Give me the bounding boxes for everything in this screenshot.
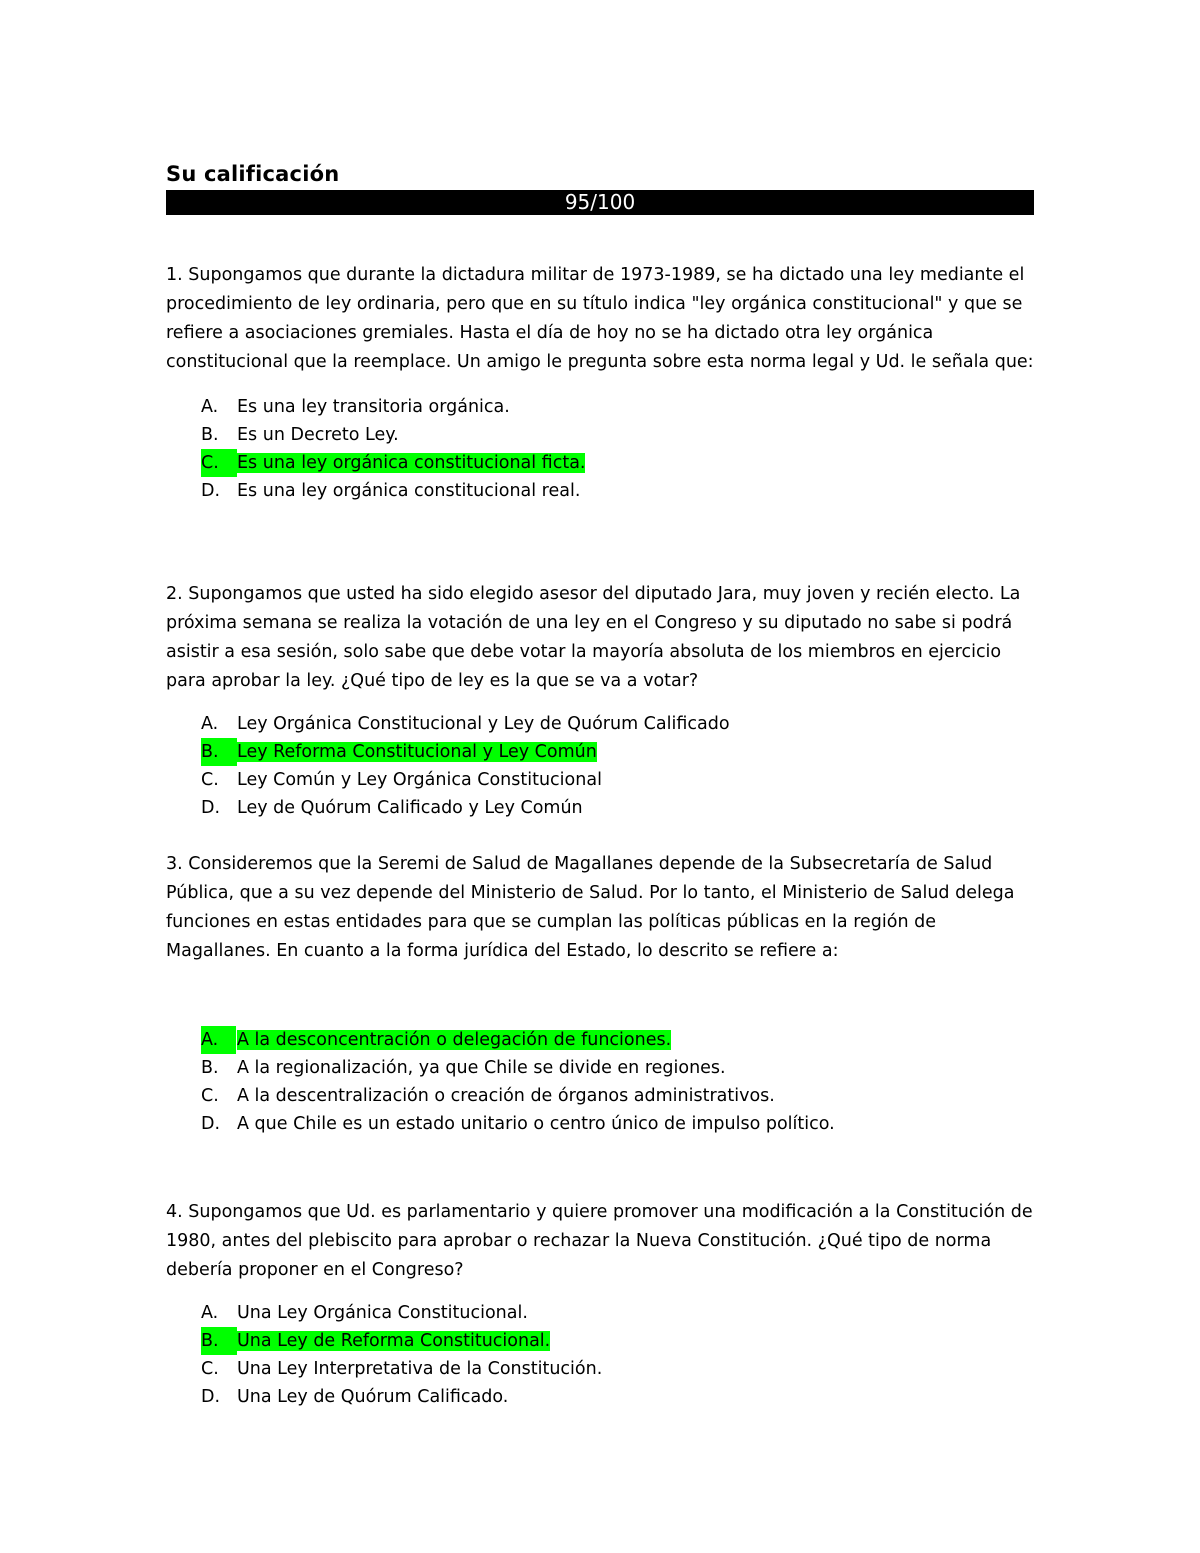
- option-text: Es una ley orgánica constitucional ficta.: [237, 453, 586, 473]
- option-letter: A.: [201, 1026, 236, 1054]
- option-text: Ley Común y Ley Orgánica Constitucional: [237, 770, 602, 790]
- question-3-option-b: [201, 1054, 1034, 1082]
- option-letter: C.: [201, 770, 219, 790]
- option-text: Ley Orgánica Constitucional y Ley de Quórum Calificado: [237, 714, 730, 734]
- option-text: A la regionalización, ya que Chile se divide en regiones.: [237, 1058, 726, 1078]
- option-text: A la descentralización o creación de órganos administrativos.: [237, 1086, 775, 1106]
- question-2-option-a: [201, 710, 1034, 738]
- option-letter: B.: [201, 1327, 237, 1355]
- option-letter: A.: [201, 714, 219, 734]
- option-letter: A.: [201, 1303, 219, 1323]
- option-letter: C.: [201, 1359, 219, 1379]
- question-3-option-c: [201, 1082, 1034, 1110]
- option-letter: D.: [201, 481, 221, 501]
- option-letter: B.: [201, 738, 237, 766]
- option-letter: C.: [201, 1086, 219, 1106]
- option-letter: B.: [201, 1058, 219, 1078]
- question-2-option-c: [201, 766, 1034, 794]
- question-2-option-d: [201, 794, 1034, 822]
- question-4-option-d: [201, 1383, 1034, 1411]
- question-1-option-a: [201, 393, 1034, 421]
- question-1-option-c-correct: [201, 449, 1034, 477]
- option-text: Es una ley transitoria orgánica.: [237, 397, 510, 417]
- document-page: [166, 160, 1034, 1411]
- grade-score-bar: 95/100: [166, 190, 1034, 215]
- question-1-text: 1. Supongamos que durante la dictadura militar de 1973-1989, se ha dictado una ley mediante el procedimiento de ley ordinaria, pero que en su título indica "ley orgánica constitucional" y que se refiere a asociaciones gremiales. Hasta el día de hoy no se ha dictado otra ley orgánica constitucional que la reemplace. Un amigo le pregunta sobre esta norma legal y Ud. le señala que:: [166, 265, 1034, 372]
- question-1-option-b: [201, 421, 1034, 449]
- option-letter: D.: [201, 1114, 221, 1134]
- option-text: Una Ley de Quórum Calificado.: [237, 1387, 509, 1407]
- option-letter: A.: [201, 397, 219, 417]
- option-text: Es un Decreto Ley.: [237, 425, 399, 445]
- question-4-options: [166, 1299, 1034, 1411]
- option-text: A la desconcentración o delegación de funciones.: [237, 1030, 672, 1050]
- question-4-option-c: [201, 1355, 1034, 1383]
- question-3-text: 3. Consideremos que la Seremi de Salud de Magallanes depende de la Subsecretaría de Salud Pública, que a su vez depende del Ministerio de Salud. Por lo tanto, el Ministerio de Salud delega funciones en estas entidades para que se cumplan las políticas públicas en la región de Magallanes. En cuanto a la forma jurídica del Estado, lo descrito se refiere a:: [166, 854, 1015, 961]
- option-text: Ley Reforma Constitucional y Ley Común: [237, 742, 597, 762]
- grade-title: Su calificación: [166, 162, 340, 186]
- question-1-options: [166, 393, 1034, 505]
- question-3-option-a-correct: [201, 1026, 1034, 1054]
- question-4-option-b-correct: [201, 1327, 1034, 1355]
- option-text: Una Ley Interpretativa de la Constitución.: [237, 1359, 603, 1379]
- question-4-option-a: [201, 1299, 1034, 1327]
- question-2-options: [166, 710, 1034, 822]
- question-2-option-b-correct: [201, 738, 1034, 766]
- option-text: Ley de Quórum Calificado y Ley Común: [237, 798, 583, 818]
- question-2-text: 2. Supongamos que usted ha sido elegido asesor del diputado Jara, muy joven y recién electo. La próxima semana se realiza la votación de una ley en el Congreso y su diputado no sabe si podrá asistir a esa sesión, solo sabe que debe votar la mayoría absoluta de los miembros en ejercicio para aprobar la ley. ¿Qué tipo de ley es la que se va a votar?: [166, 584, 1021, 691]
- question-1-option-d: [201, 477, 1034, 505]
- option-text: Una Ley Orgánica Constitucional.: [237, 1303, 528, 1323]
- option-letter: D.: [201, 798, 221, 818]
- question-4-text: 4. Supongamos que Ud. es parlamentario y quiere promover una modificación a la Constitución de 1980, antes del plebiscito para aprobar o rechazar la Nueva Constitución. ¿Qué tipo de norma debería proponer en el Congreso?: [166, 1202, 1033, 1280]
- option-letter: B.: [201, 425, 219, 445]
- question-3-options: [166, 1026, 1034, 1138]
- option-letter: D.: [201, 1387, 221, 1407]
- question-3-option-d: [201, 1110, 1034, 1138]
- option-text: Una Ley de Reforma Constitucional.: [237, 1331, 551, 1351]
- option-text: Es una ley orgánica constitucional real.: [237, 481, 581, 501]
- option-text: A que Chile es un estado unitario o centro único de impulso político.: [237, 1114, 835, 1134]
- option-letter: C.: [201, 449, 237, 477]
